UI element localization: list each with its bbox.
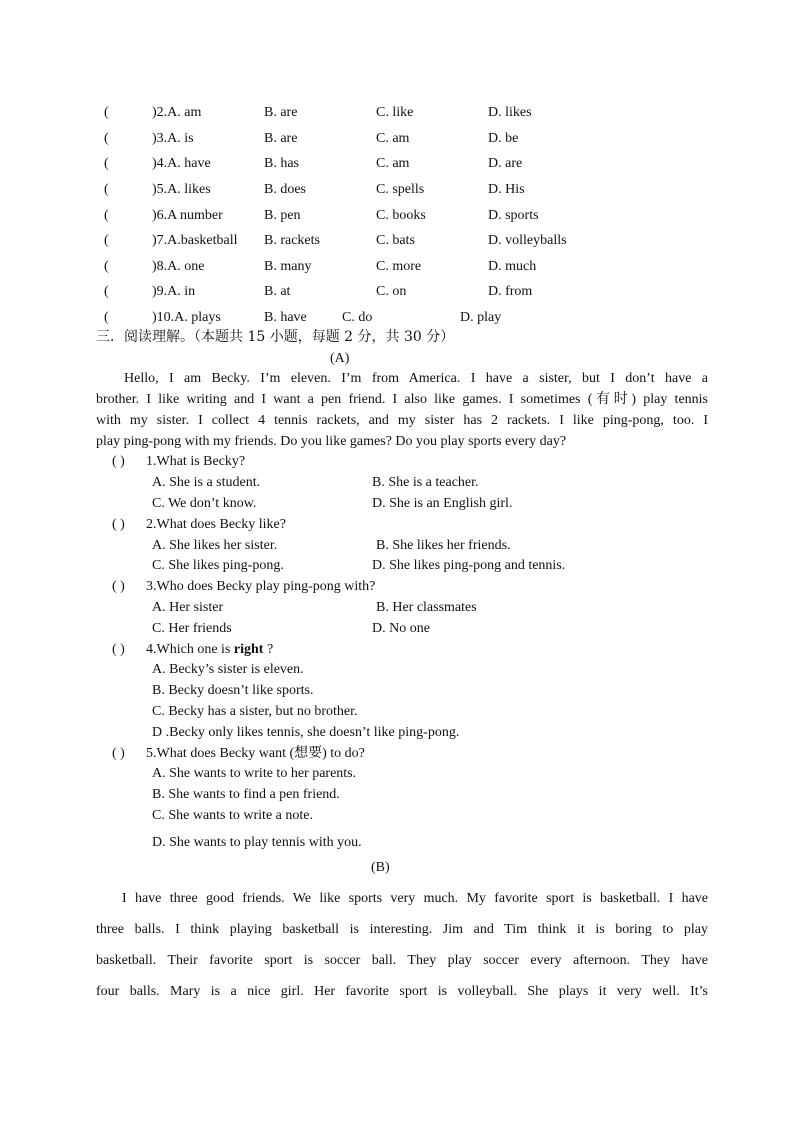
option-a: A. She likes her sister. — [152, 538, 278, 553]
option-a: )10.A. plays — [152, 310, 221, 325]
option-d: D. are — [488, 156, 523, 171]
question-text: 2.What does Becky like? — [146, 517, 286, 532]
option-c: C. books — [376, 208, 426, 223]
option-b: B. has — [264, 156, 299, 171]
answer-blank[interactable]: ( — [104, 156, 109, 171]
option-d: D. His — [488, 182, 525, 197]
answer-blank[interactable]: ( ) — [112, 454, 125, 469]
option-b: B. are — [264, 105, 298, 120]
option-c: C. spells — [376, 182, 425, 197]
passage-line: brother. I like writing and I want a pen friend. I also like games. I sometimes (有时) play tennis — [96, 392, 708, 407]
option-d: D. likes — [488, 105, 532, 120]
section-title: 三．阅读理解。（本题共 15 小题，每题 2 分，共 30 分） — [96, 329, 455, 345]
option-b: B. Her classmates — [376, 600, 477, 615]
option-b: B. She is a teacher. — [372, 475, 479, 490]
option-c: C. on — [376, 284, 407, 299]
option-d: D. She is an English girl. — [372, 496, 513, 511]
option-a: A. Becky’s sister is eleven. — [152, 662, 304, 677]
answer-blank[interactable]: ( ) — [112, 746, 125, 761]
option-a: )2.A. am — [152, 105, 202, 120]
option-d: D. volleyballs — [488, 233, 567, 248]
answer-blank[interactable]: ( ) — [112, 642, 125, 657]
answer-blank[interactable]: ( — [104, 310, 109, 325]
option-b: B. She wants to find a pen friend. — [152, 787, 340, 802]
option-c: C. am — [376, 131, 410, 146]
question-text: 1.What is Becky? — [146, 454, 246, 469]
option-c: C. Her friends — [152, 621, 232, 636]
option-c: C. more — [376, 259, 422, 274]
option-c: C. bats — [376, 233, 415, 248]
option-c: C. Becky has a sister, but no brother. — [152, 704, 358, 719]
answer-blank[interactable]: ( — [104, 284, 109, 299]
option-b: B. Becky doesn’t like sports. — [152, 683, 314, 698]
option-a: )5.A. likes — [152, 182, 211, 197]
question-text — [146, 640, 273, 660]
option-b: B. have — [264, 310, 307, 325]
option-a: A. She wants to write to her parents. — [152, 766, 357, 781]
option-b: B. She likes her friends. — [376, 538, 511, 553]
option-c: C. She likes ping-pong. — [152, 558, 284, 573]
passage-line: with my sister. I collect 4 tennis rackets, and my sister has 2 rackets. I like ping-pong, too. I — [96, 413, 708, 428]
question-text: 5.What does Becky want (想要) to do? — [146, 746, 365, 761]
answer-blank[interactable]: ( — [104, 233, 109, 248]
option-b: B. are — [264, 131, 298, 146]
option-c: C. We don’t know. — [152, 496, 257, 511]
option-b: B. at — [264, 284, 291, 299]
option-a: )7.A.basketball — [152, 233, 238, 248]
answer-blank[interactable]: ( — [104, 131, 109, 146]
passage-line: three balls. I think playing basketball is interesting. Jim and Tim think it is boring to play — [96, 922, 708, 937]
option-d: D. She likes ping-pong and tennis. — [372, 558, 566, 573]
answer-blank[interactable]: ( ) — [112, 517, 125, 532]
option-a: )3.A. is — [152, 131, 194, 146]
answer-blank[interactable]: ( — [104, 105, 109, 120]
option-a: )9.A. in — [152, 284, 196, 299]
answer-blank[interactable]: ( — [104, 208, 109, 223]
option-a: )6.A number — [152, 208, 223, 223]
option-d: D. from — [488, 284, 533, 299]
option-b: B. many — [264, 259, 312, 274]
option-d: D. She wants to play tennis with you. — [152, 835, 362, 850]
passage-line: four balls. Mary is a nice girl. Her favorite sport is volleyball. She plays it very well. It’s — [96, 984, 708, 999]
passage-line: Hello, I am Becky. I’m eleven. I’m from America. I have a sister, but I don’t have a — [124, 371, 708, 386]
answer-blank[interactable]: ( — [104, 182, 109, 197]
option-d: D. play — [460, 310, 502, 325]
option-d: D. sports — [488, 208, 539, 223]
answer-blank[interactable]: ( — [104, 259, 109, 274]
question-text-pre: 4.Which one is — [146, 642, 234, 657]
passage-label: (A) — [330, 351, 350, 366]
passage-line: basketball. Their favorite sport is soccer ball. They play soccer every afternoon. They have — [96, 953, 708, 968]
option-b: B. does — [264, 182, 306, 197]
option-b: B. rackets — [264, 233, 320, 248]
option-b: B. pen — [264, 208, 301, 223]
emphasis-word: right — [233, 642, 264, 657]
option-c: C. do — [342, 310, 373, 325]
option-d: D .Becky only likes tennis, she doesn’t like ping-pong. — [152, 725, 460, 740]
option-a: )4.A. have — [152, 156, 211, 171]
passage-label: (B) — [371, 860, 390, 875]
question-text-post: ? — [263, 642, 274, 657]
question-text: 3.Who does Becky play ping-pong with? — [146, 579, 376, 594]
option-a: A. Her sister — [152, 600, 224, 615]
option-d: D. be — [488, 131, 519, 146]
option-a: )8.A. one — [152, 259, 205, 274]
option-c: C. am — [376, 156, 410, 171]
option-a: A. She is a student. — [152, 475, 261, 490]
answer-blank[interactable]: ( ) — [112, 579, 125, 594]
option-d: D. No one — [372, 621, 430, 636]
passage-line: I have three good friends. We like sports very much. My favorite sport is basketball. I have — [122, 891, 708, 906]
passage-line: play ping-pong with my friends. Do you like games? Do you play sports every day? — [96, 434, 567, 449]
option-c: C. She wants to write a note. — [152, 808, 313, 823]
option-d: D. much — [488, 259, 537, 274]
option-c: C. like — [376, 105, 414, 120]
